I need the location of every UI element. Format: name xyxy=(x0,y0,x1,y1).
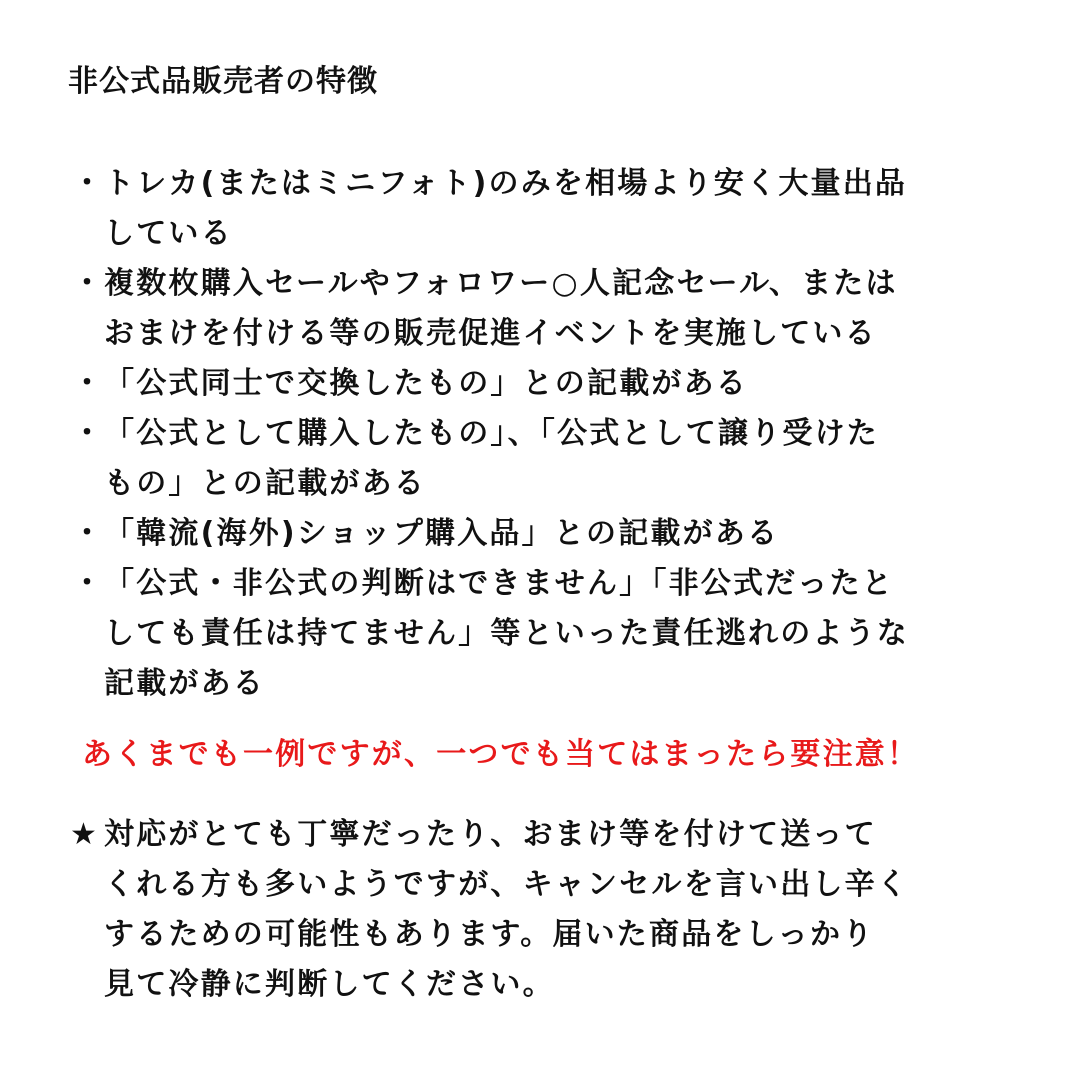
bullet-3-line-1: 「公式同士で交換したもの」との記載がある xyxy=(104,366,748,401)
star-note-line-4: 見て冷静に判断してください。 xyxy=(104,967,555,1002)
page-title: 非公式品販売者の特徴 xyxy=(68,64,378,99)
bullet-2-line-1: 複数枚購入セールやフォロワー○人記念セール、または xyxy=(104,266,898,301)
bullet-2-line-2: おまけを付ける等の販売促進イベントを実施している xyxy=(104,316,877,351)
bullet-marker: ・ xyxy=(72,166,102,201)
bullet-4-line-2: もの」との記載がある xyxy=(104,466,426,501)
bullet-5-line-1: 「韓流(海外)ショップ購入品」との記載がある xyxy=(104,516,780,551)
star-icon: ★ xyxy=(70,817,97,852)
star-note-line-3: するための可能性もあります。届いた商品をしっかり xyxy=(104,917,875,952)
star-note-line-1: 対応がとても丁寧だったり、おまけ等を付けて送って xyxy=(104,817,877,852)
bullet-6-line-3: 記載がある xyxy=(104,666,265,701)
bullet-1-line-2: している xyxy=(104,216,233,251)
bullet-6-line-1: 「公式・非公式の判断はできません」「非公式だったと xyxy=(104,566,894,601)
bullet-4-line-1: 「公式として購入したもの」、「公式として譲り受けた xyxy=(104,416,879,451)
bullet-marker: ・ xyxy=(72,516,102,551)
bullet-1-line-1: トレカ(またはミニフォト)のみを相場より安く大量出品 xyxy=(104,166,908,201)
star-note-line-2: くれる方も多いようですが、キャンセルを言い出し辛く xyxy=(104,867,909,902)
bullet-6-line-2: しても責任は持てません」等といった責任逃れのような xyxy=(104,616,909,651)
bullet-marker: ・ xyxy=(72,366,102,401)
bullet-marker: ・ xyxy=(72,566,102,601)
bullet-marker: ・ xyxy=(72,266,102,301)
bullet-marker: ・ xyxy=(72,416,102,451)
warning-note: あくまでも一例ですが、一つでも当てはまったら要注意！ xyxy=(82,737,920,772)
